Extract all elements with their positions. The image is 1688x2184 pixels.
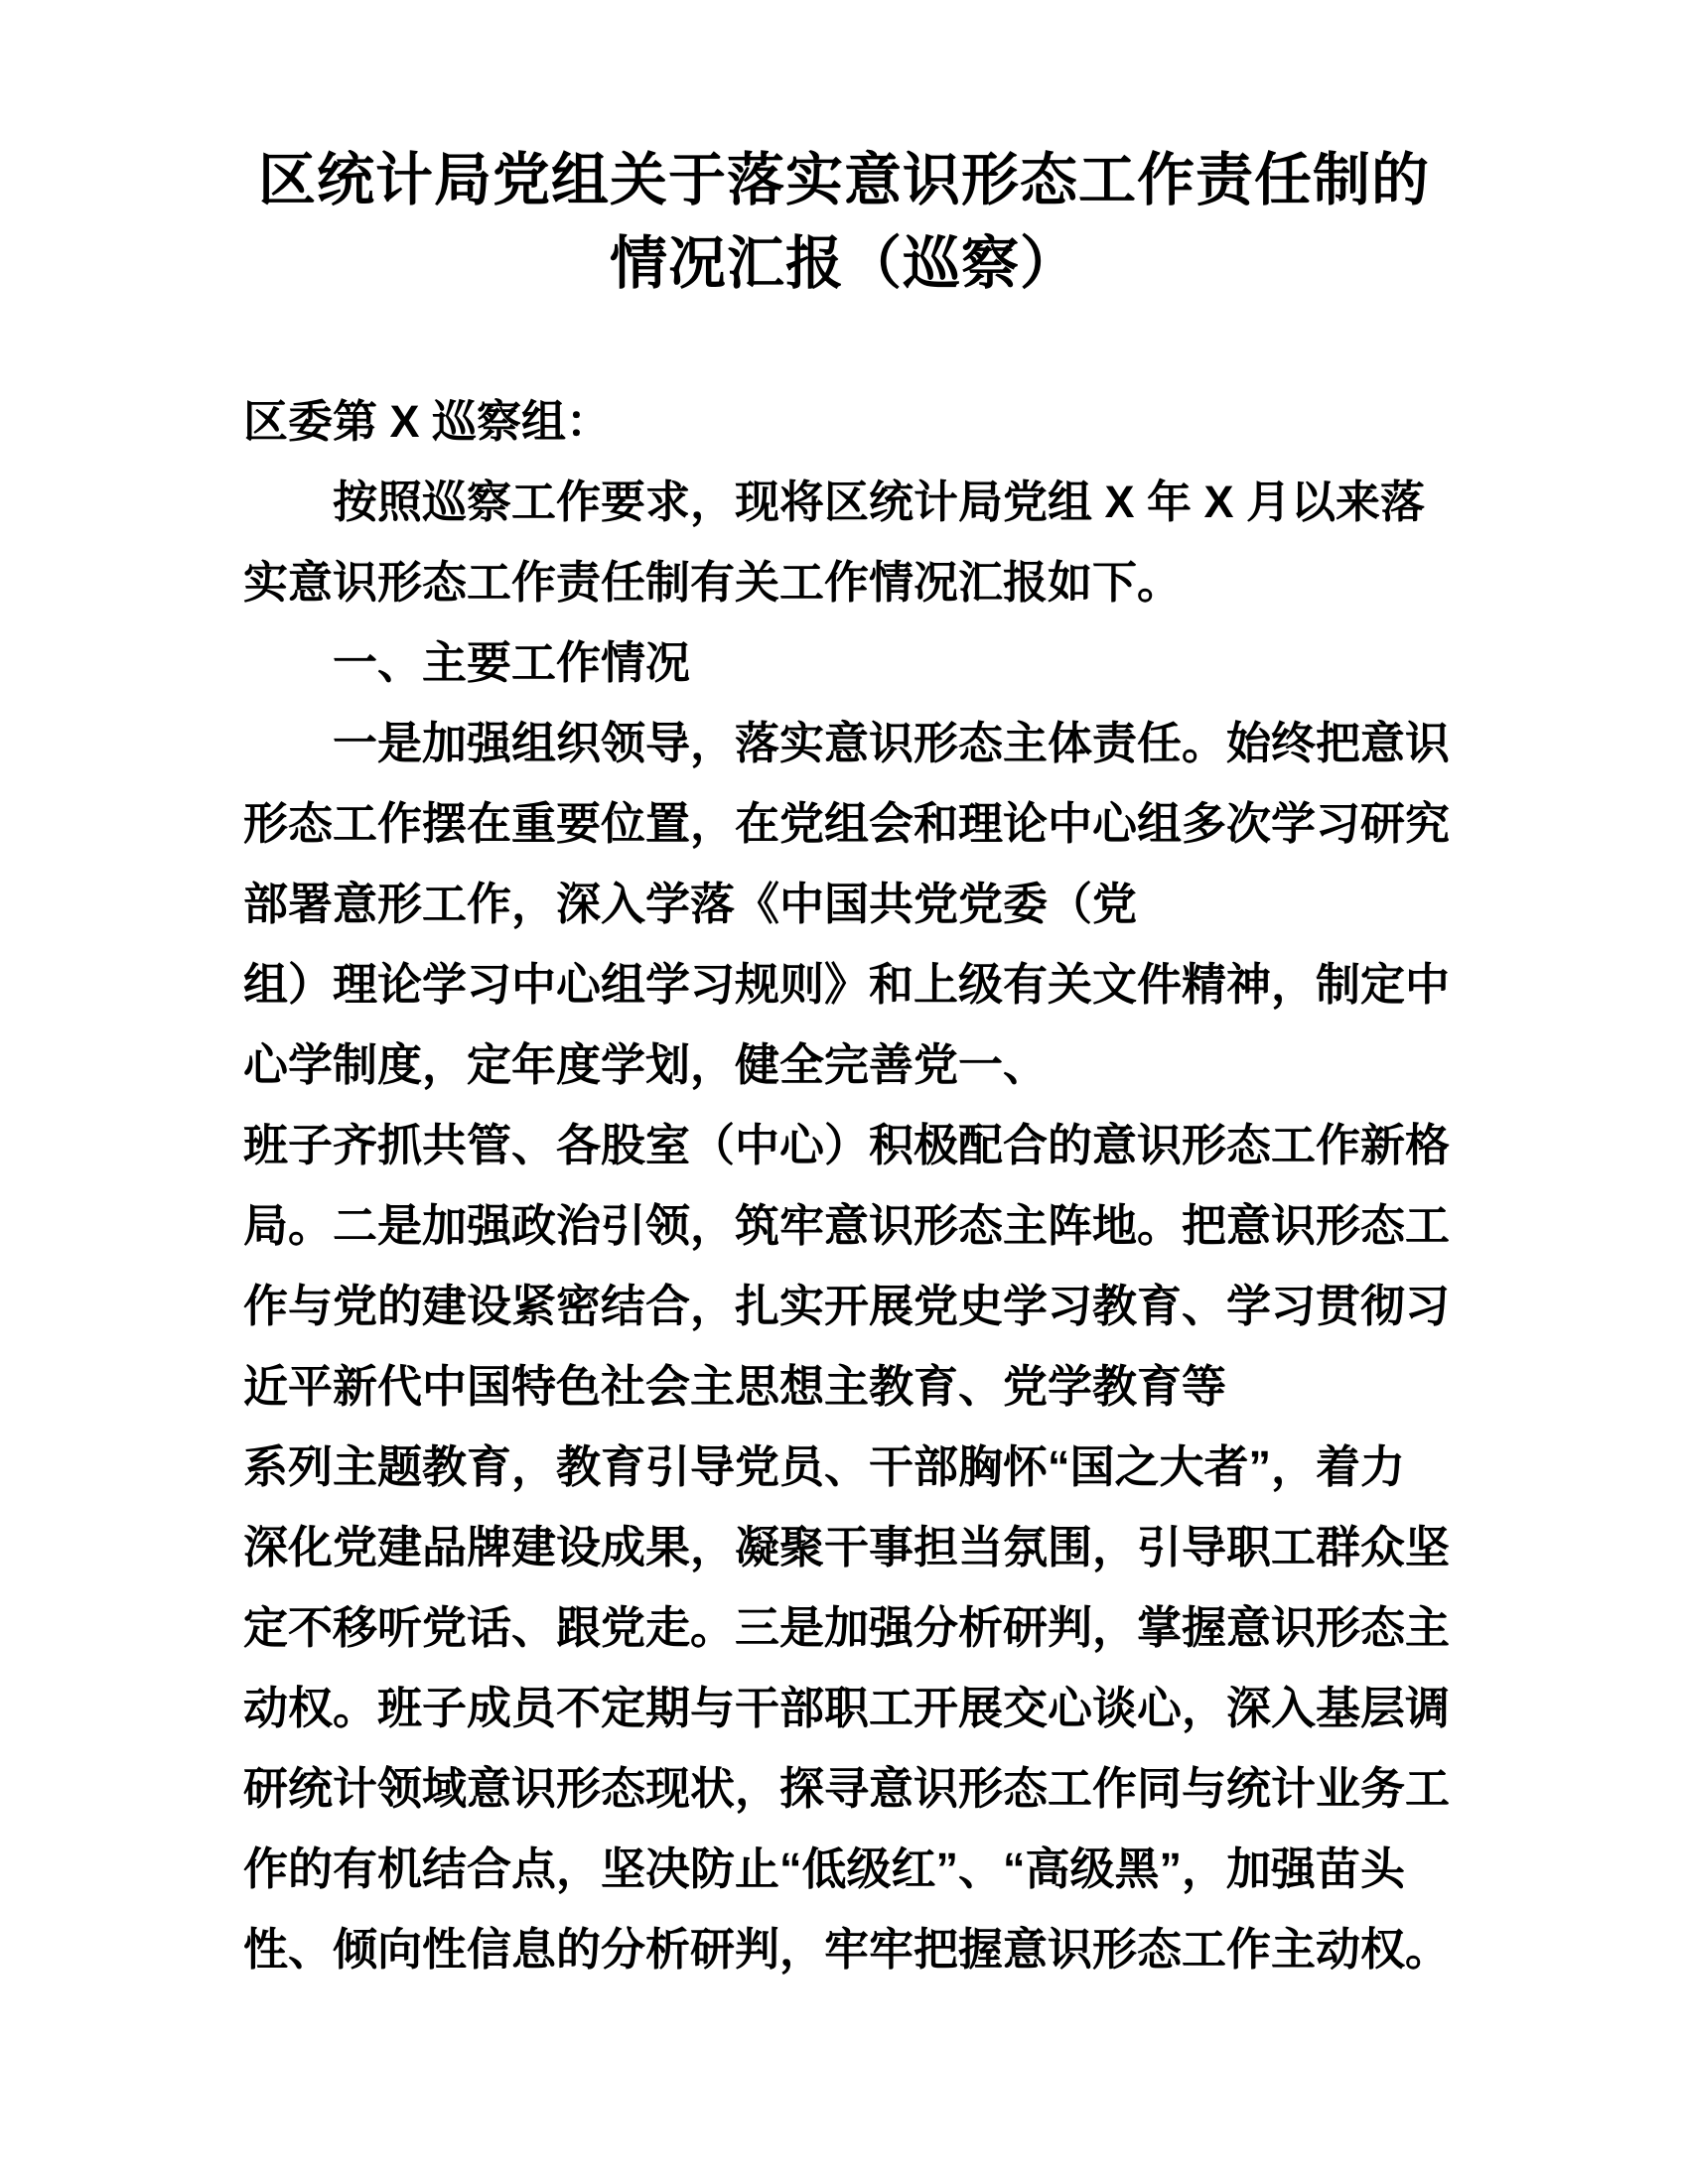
body-line: 系列主题教育，教育引导党员、干部胸怀“国之大者”，着力 (243, 1441, 1406, 1492)
document-title (243, 139, 1445, 306)
body-line: 性、倾向性信息的分析研判，牢牢把握意识形态工作主动权。 (243, 1924, 1451, 1975)
body-line: 局。二是加强政治引领，筑牢意识形态主阵地。把意识形态工 (243, 1200, 1451, 1251)
section-heading-line: 一、主要工作情况 (333, 637, 691, 688)
body-line: 部署意形工作，深入学落《中国共党党委（党 (243, 879, 1138, 929)
body-line: 动权。班子成员不定期与干部职工开展交心谈心，深入基层调 (243, 1683, 1451, 1733)
title-line-2: 情况汇报（巡察） (609, 231, 1078, 296)
body-line: 作与党的建设紧密结合，扎实开展党史学习教育、学习贯彻习 (243, 1281, 1451, 1331)
intro-line: 按照巡察工作要求，现将区统计局党组 X 年 X 月以来落 (333, 477, 1426, 527)
body-line: 一是加强组织领导，落实意识形态主体责任。始终把意识 (333, 718, 1451, 768)
body-line: 定不移听党话、跟党走。三是加强分析研判，掌握意识形态主 (243, 1602, 1451, 1653)
body-line: 组）理论学习中心组学习规则》和上级有关文件精神，制定中 (243, 959, 1451, 1010)
body-line: 研统计领域意识形态现状，探寻意识形态工作同与统计业务工 (243, 1763, 1451, 1814)
body-line: 作的有机结合点，坚决防止“低级红”、“高级黑”，加强苗头 (243, 1843, 1406, 1894)
salutation-line: 区委第 X 巡察组： (243, 396, 612, 447)
body-line: 心学制度，定年度学划，健全完善党一、 (243, 1039, 1049, 1090)
body-line: 形态工作摆在重要位置，在党组会和理论中心组多次学习研究 (243, 798, 1451, 849)
document-body (243, 381, 1451, 1989)
title-line-1: 区统计局党组关于落实意识形态工作责任制的 (257, 148, 1430, 212)
intro-line: 实意识形态工作责任制有关工作情况汇报如下。 (243, 557, 1183, 608)
body-line: 深化党建品牌建设成果，凝聚干事担当氛围，引导职工群众坚 (243, 1522, 1451, 1572)
body-line: 近平新代中国特色社会主思想主教育、党学教育等 (243, 1361, 1227, 1412)
body-line: 班子齐抓共管、各股室（中心）积极配合的意识形态工作新格 (243, 1120, 1451, 1170)
